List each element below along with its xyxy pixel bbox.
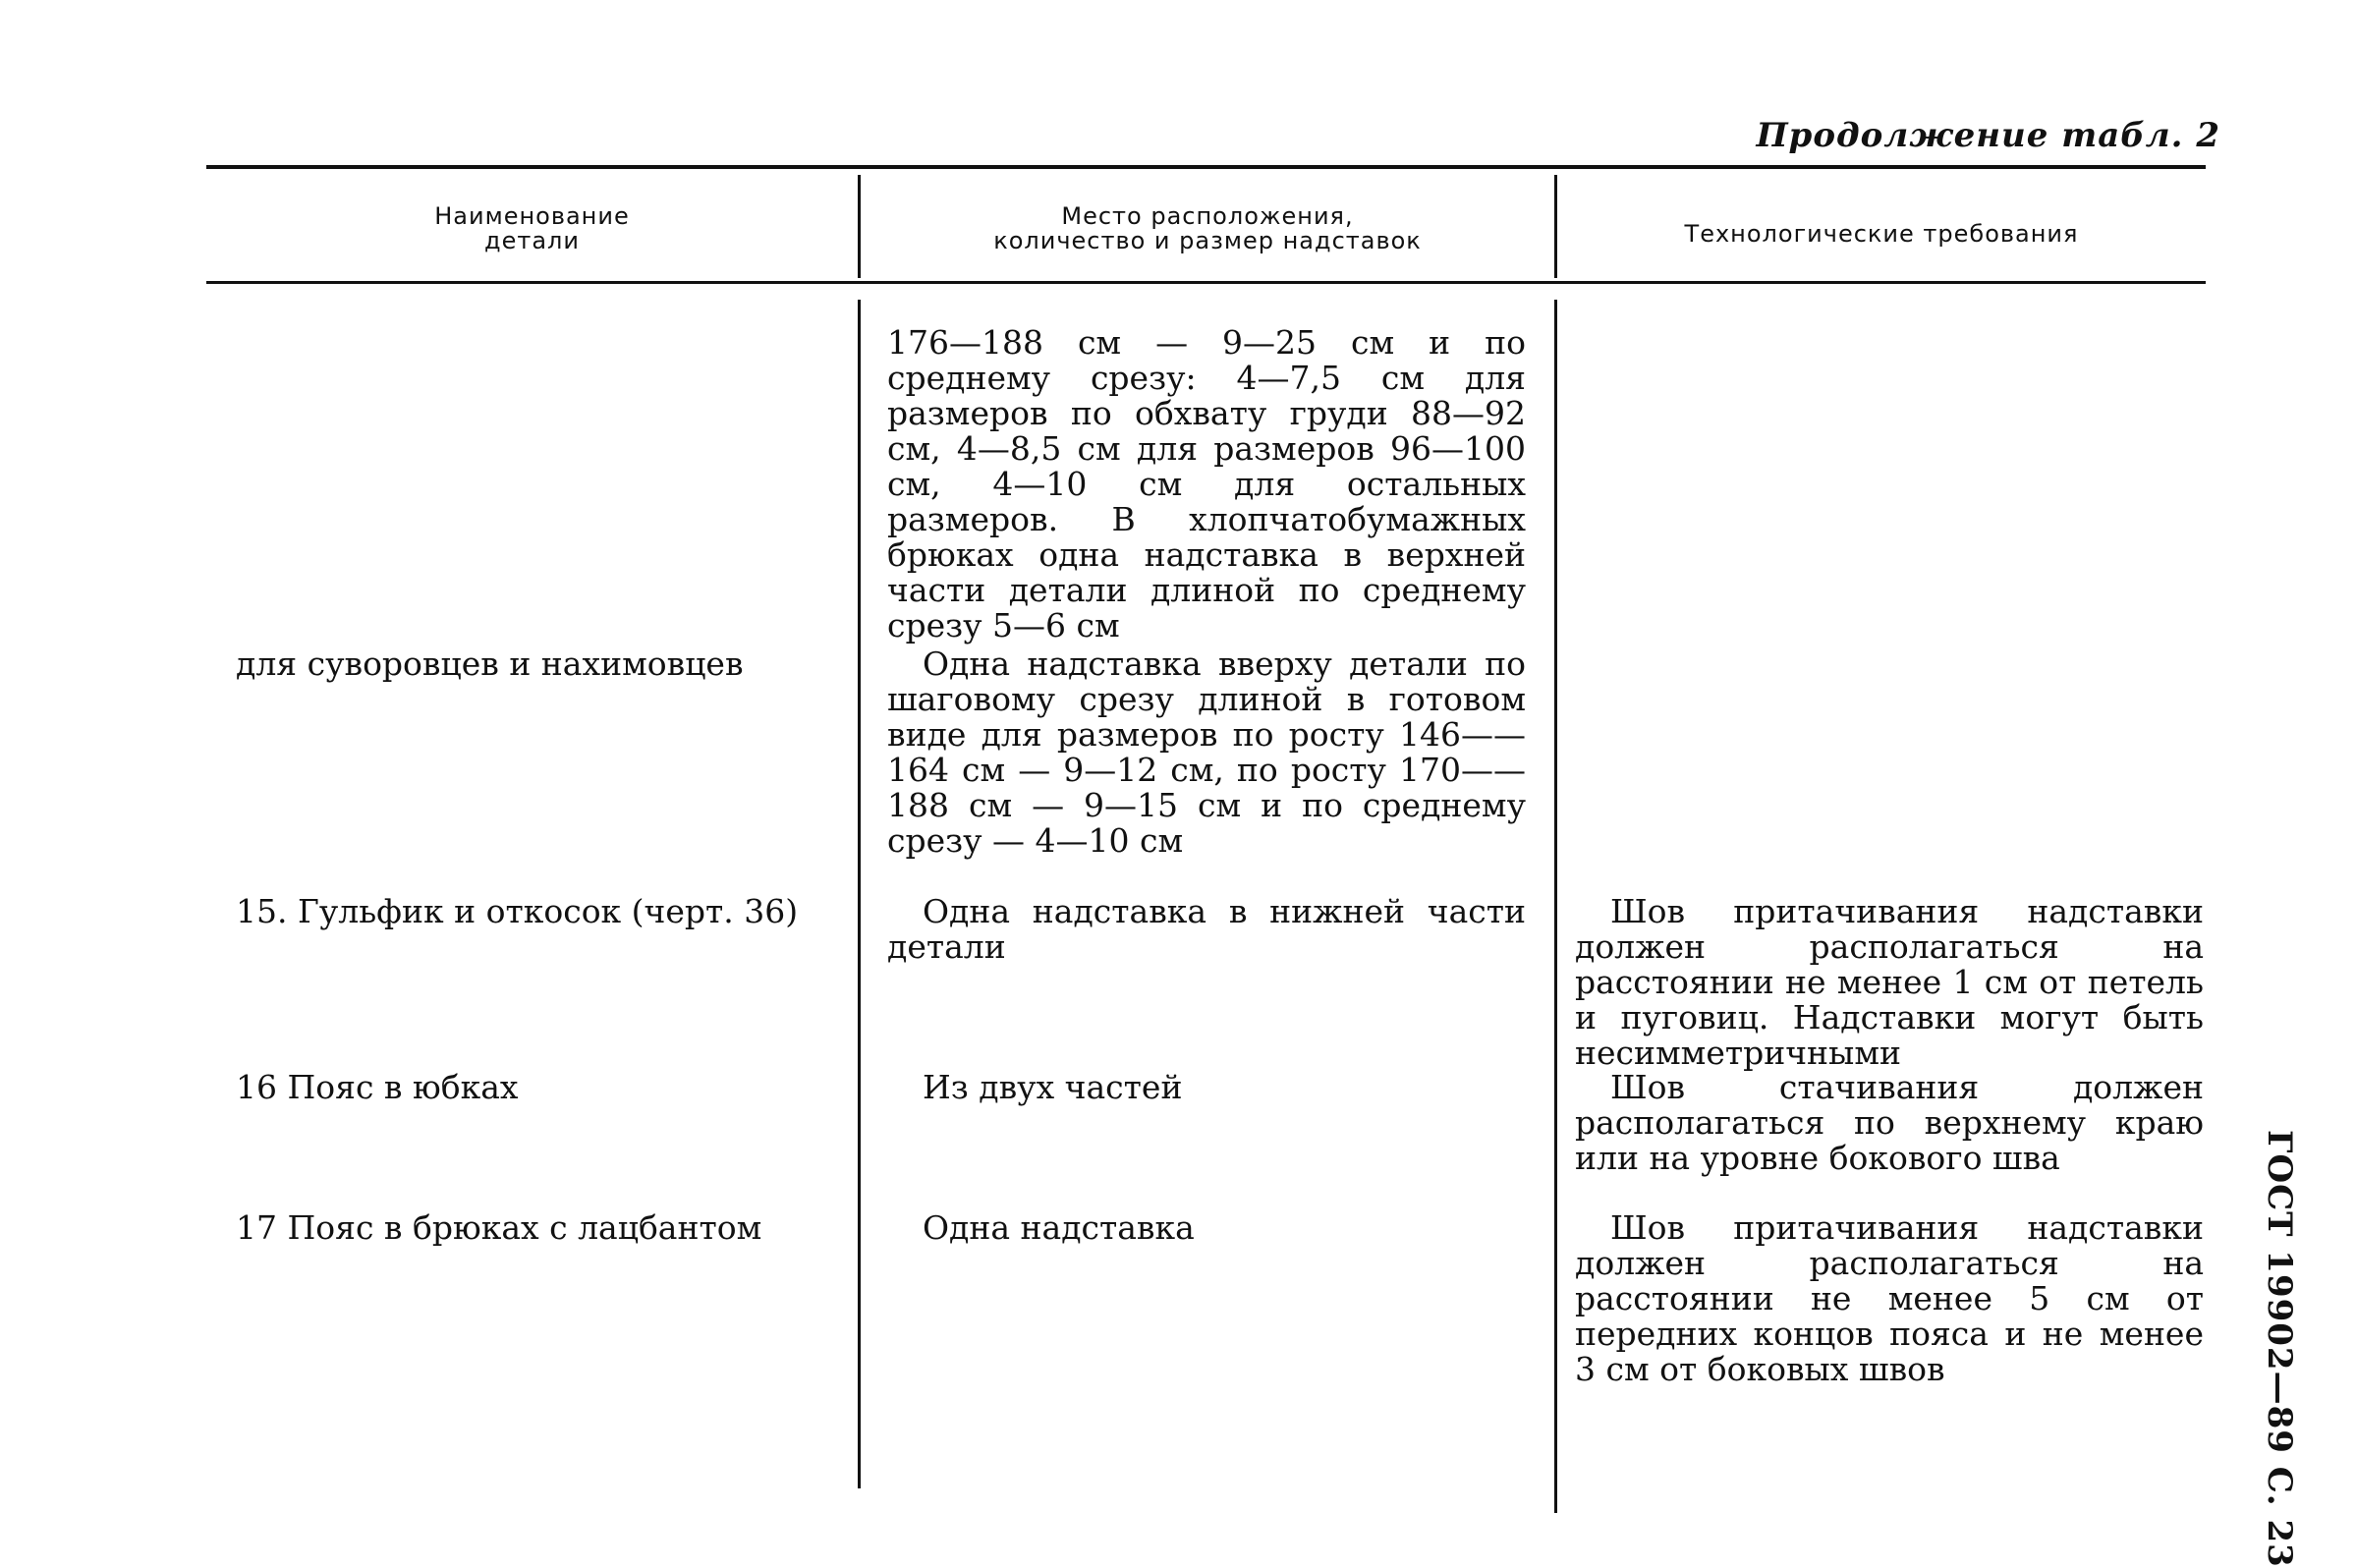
row5-name: 17 Пояс в брюках с лацбантом	[236, 1208, 762, 1247]
row4-location-text: Из двух частей	[923, 1068, 1183, 1106]
header-detail-name-line1: Наименование	[434, 202, 630, 230]
header-location-line1: Место расположения,	[1061, 202, 1354, 230]
header-detail-name-line2: детали	[484, 227, 580, 254]
row2-location	[887, 646, 1526, 859]
row3-location	[887, 894, 1526, 965]
row5-requirements	[1575, 1210, 2204, 1387]
row3-location-text: Одна надставка в нижней части детали	[887, 892, 1526, 966]
row4-requirements-text: Шов стачивания должен располагаться по верхнему краю или на уровне бокового шва	[1575, 1068, 2204, 1177]
gost-page-label: ГОСТ 19902—89 С. 23	[2260, 1130, 2299, 1568]
row2-location-text: Одна надставка вверху детали по шаговому срезу длиной в готовом виде для размеров по росту 146——164 см — 9—12 см, по росту 170——188 см — 9—15 см и по среднему срезу — 4—10 см	[887, 644, 1526, 860]
header-location	[861, 204, 1554, 253]
continuation-label: Продолжение табл. 2	[1756, 116, 2220, 155]
table-top-rule	[206, 165, 2206, 169]
header-requirements	[1557, 222, 2206, 247]
row3-name: 15. Гульфик и откосок (черт. 36)	[236, 892, 799, 930]
row4-name: 16 Пояс в юбках	[236, 1068, 519, 1106]
column-divider-2-body	[1554, 300, 1557, 1513]
header-detail-name	[206, 204, 858, 253]
header-requirements-text: Технологические требования	[1684, 220, 2079, 248]
row5-location-text: Одна надставка	[923, 1208, 1195, 1247]
row2-name: для суворовцев и нахимовцев	[236, 644, 744, 683]
row4-requirements	[1575, 1070, 2204, 1176]
row4-location	[887, 1070, 1526, 1105]
row5-location	[887, 1210, 1526, 1246]
header-location-line2: количество и размер надставок	[993, 227, 1422, 254]
row3-requirements-text: Шов притачивания надставки должен располагаться на расстоянии не менее 1 см от петель и пуговиц. Надставки могут быть несимметричными	[1575, 892, 2204, 1072]
row5-requirements-text: Шов притачивания надставки должен располагаться на расстоянии не менее 5 см от передних концов пояса и не менее 3 см от боковых швов	[1575, 1208, 2204, 1388]
header-bottom-rule	[206, 281, 2206, 284]
row1-location: 176—188 см — 9—25 см и по среднему срезу: 4—7,5 см для размеров по обхвату груди 88—92 см, 4—8,5 см для размеров 96—100 см, 4—10 см для остальных размеров. В хлопчатобумажных брюках одна надставка в верхней части детали длиной по среднему срезу 5—6 см	[887, 323, 1526, 644]
row3-requirements	[1575, 894, 2204, 1071]
column-divider-1-body	[858, 300, 861, 1488]
